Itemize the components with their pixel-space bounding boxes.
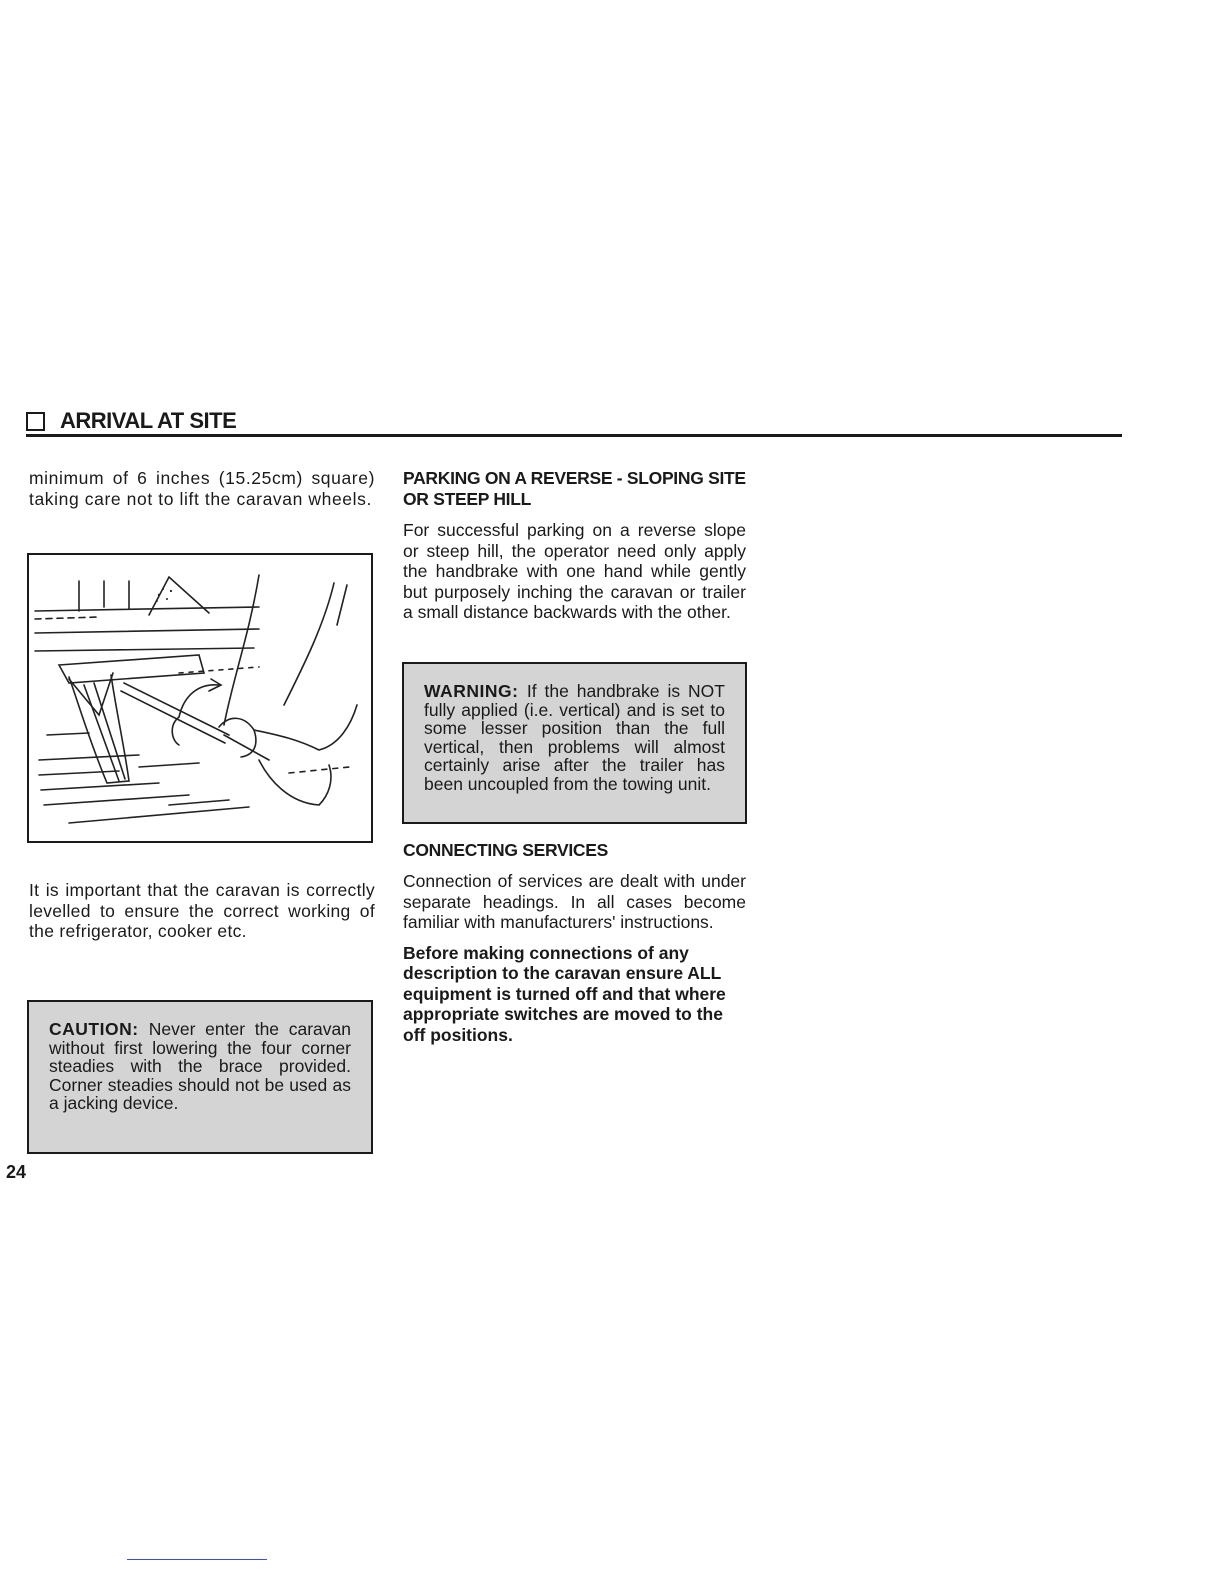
connecting-heading: CONNECTING SERVICES: [403, 840, 608, 860]
caution-box: [27, 1000, 373, 1154]
left-column-intro: [29, 468, 375, 509]
warning-box: [402, 662, 747, 824]
left-column-levelling: [29, 880, 375, 942]
checkbox-square-icon: [26, 412, 45, 431]
connecting-services-section: [403, 840, 746, 1045]
section-header: [26, 408, 1122, 437]
warning-text: If the handbrake is NOT fully applied (i.e. vertical) and is set to some lesser position than the full vertical, then problems will almost certainly arise after the trailer has been uncoupled from the towing unit.: [424, 681, 725, 794]
connections-warning-paragraph: Before making connections of any description to the caravan ensure ALL equipment is turned off and that where appropriate switches are moved to the off positions.: [403, 942, 726, 1045]
section-title: ARRIVAL AT SITE: [60, 408, 237, 433]
parking-paragraph: For successful parking on a reverse slope or steep hill, the operator need only apply the handbrake with one hand while gently but purposely inching the caravan or trailer a small distance backwards with the other.: [403, 520, 746, 622]
connecting-paragraph: Connection of services are dealt with under separate headings. In all cases become familiar with manufacturers' instructions.: [403, 871, 746, 932]
caravan-steady-icon: [29, 555, 371, 841]
page-number: 24: [6, 1162, 27, 1182]
intro-paragraph: minimum of 6 inches (15.25cm) square) taking care not to lift the caravan wheels.: [29, 468, 375, 509]
warning-label: WARNING:: [424, 681, 527, 701]
right-column: [403, 468, 746, 623]
caution-label: CAUTION:: [49, 1019, 149, 1039]
caution-text: Never enter the caravan without first lowering the four corner steadies with the brace provided. Corner steadies should not be used as a jacking device.: [49, 1019, 351, 1113]
steady-brace-illustration: [27, 553, 373, 843]
divider-line: [127, 1559, 267, 1560]
levelling-paragraph: It is important that the caravan is correctly levelled to ensure the correct working of the refrigerator, cooker etc.: [29, 880, 375, 941]
parking-heading: PARKING ON A REVERSE - SLOPING SITE OR STEEP HILL: [403, 468, 746, 509]
